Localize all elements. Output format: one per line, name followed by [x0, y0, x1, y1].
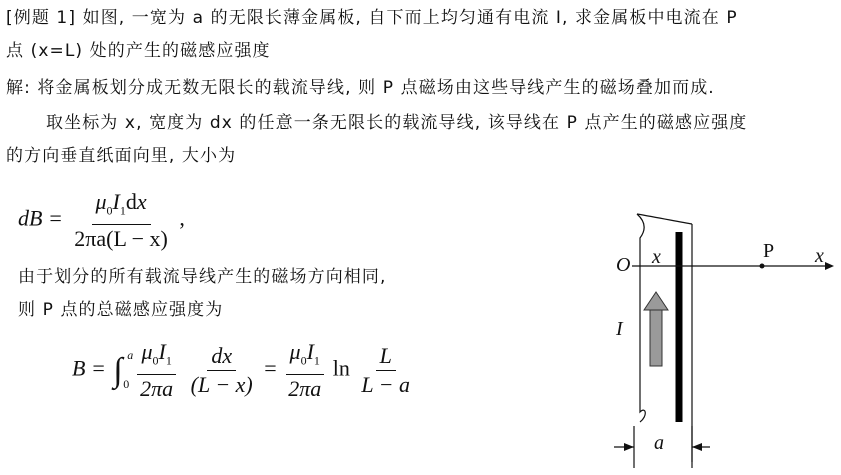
equation-B: [72, 340, 416, 401]
eq2-fraction-4: $\frac{L}{L - a}$: [361, 343, 411, 398]
problem-line-2: 点 (x=L) 处的产生的磁感应强度: [6, 41, 271, 61]
eq2-lhs: B =: [72, 355, 106, 381]
label-x-axis: x: [815, 245, 824, 267]
problem-line-1: [例题 1] 如图, 一宽为 a 的无限长薄金属板, 自下而上均匀通有电流 I, 求金属板中电流在 P: [6, 8, 738, 28]
eq2-fraction-2: $\frac{dx}{(L - x)}$: [190, 343, 253, 398]
plate-top-edge: [637, 214, 692, 224]
equation-dB: [18, 190, 185, 251]
eq2-fraction-1: $\frac{\mu_0I_1}{2\pi a}$: [136, 340, 177, 401]
label-x-near: x: [652, 246, 661, 268]
diagram-svg: [600, 200, 840, 470]
eq1-lhs: dB =: [18, 205, 63, 231]
current-arrow-shaft: [650, 310, 662, 366]
label-width: a: [654, 432, 664, 454]
plate-left-edge: [637, 214, 645, 422]
eq1-denominator: 2πa(L − x): [74, 226, 168, 252]
eq1-numerator: $\mu_0I_1dx$: [92, 190, 151, 225]
label-current: I: [616, 318, 623, 340]
label-origin: O: [616, 254, 631, 276]
eq1-fraction: [70, 190, 172, 251]
solution-line-3: 的方向垂直纸面向里, 大小为: [6, 146, 237, 166]
x-axis-arrowhead: [825, 262, 834, 270]
solution-line-2: 取坐标为 x, 宽度为 dx 的任意一条无限长的载流导线, 该导线在 P 点产生的磁感应强度: [46, 113, 748, 133]
solution-line-1: 解: 将金属板划分成无数无限长的载流导线, 则 P 点磁场由这些导线产生的磁场叠加而成.: [6, 78, 715, 98]
eq1-comma: ,: [179, 205, 185, 231]
label-point-p: P: [763, 240, 775, 262]
solution-line-5: 则 P 点的总磁感应强度为: [18, 300, 224, 320]
current-arrow-head: [644, 292, 668, 310]
eq2-equals: =: [264, 355, 277, 381]
point-p: [760, 264, 765, 269]
eq2-ln: ln: [332, 355, 350, 381]
eq2-fraction-3: $\frac{\mu_0I_1}{2\pi a}$: [284, 340, 325, 401]
integral-sign: ∫ a 0: [113, 347, 134, 391]
solution-line-4: 由于划分的所有载流导线产生的磁场方向相同,: [18, 267, 387, 287]
physics-diagram: [600, 200, 840, 470]
